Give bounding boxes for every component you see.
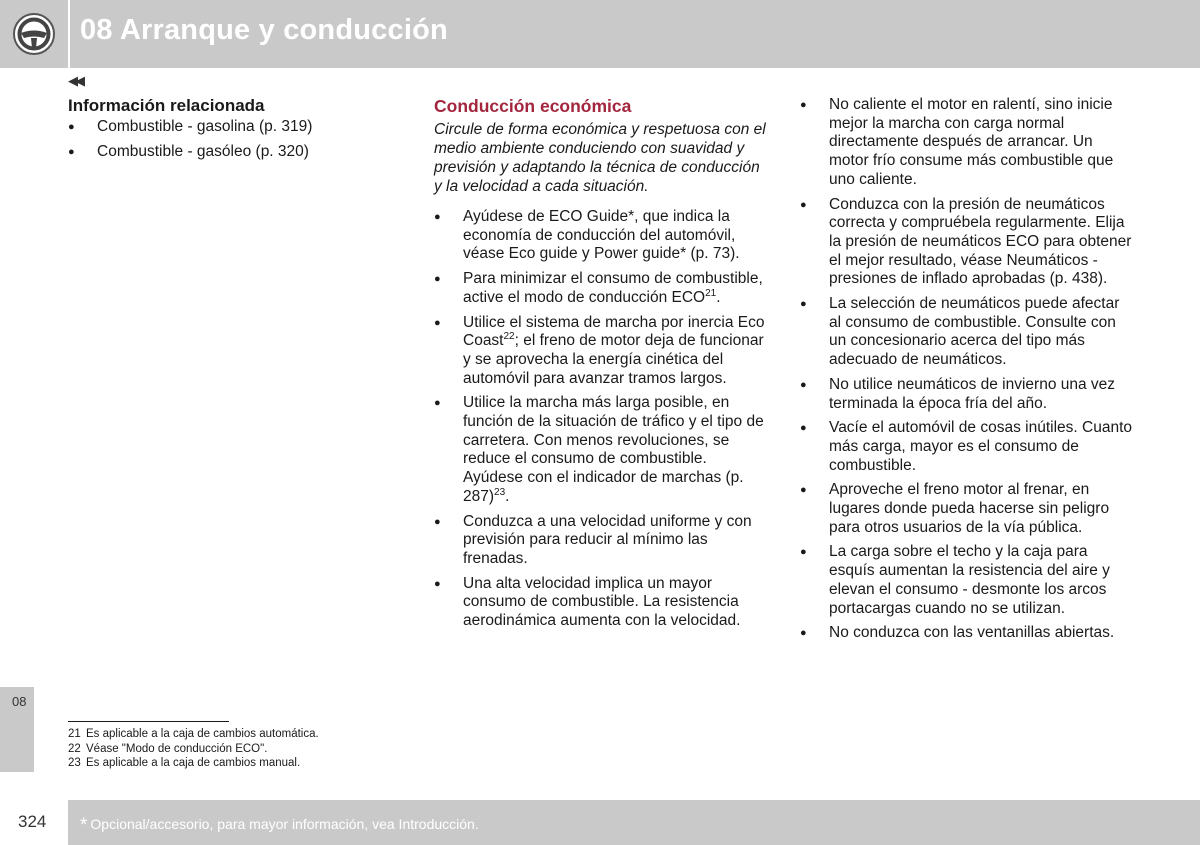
list-item: ● Una alta velocidad implica un mayor consumo de combustible. La resistencia aerodinámica aumenta con la velocidad.	[434, 575, 769, 631]
chapter-tab	[0, 687, 34, 772]
back-nav-link[interactable]: ◀◀	[68, 73, 82, 88]
list-item-text: ; el freno de motor deja de funcionar y se aprovecha la energía cinética del automóvil para avanzar tramos largos.	[463, 332, 764, 387]
list-item: ● No conduzca con las ventanillas abiertas.	[800, 624, 1135, 643]
list-item: ● Vacíe el automóvil de cosas inútiles. Cuanto más carga, mayor es el consumo de combustible.	[800, 419, 1135, 475]
related-info-list	[68, 118, 388, 161]
footnote-text: Es aplicable a la caja de cambios manual.	[86, 757, 301, 769]
footnote-ref[interactable]: 22	[503, 331, 515, 343]
list-item: ● Aproveche el freno motor al frenar, en lugares donde pueda hacerse sin peligro para otros usuarios de la vía pública.	[800, 481, 1135, 537]
list-item: ● La selección de neumáticos puede afectar al consumo de combustible. Consulte con un concesionario acerca del tipo más adecuado de neumáticos.	[800, 295, 1135, 370]
footer-note	[80, 815, 479, 837]
footnote	[68, 742, 319, 757]
footnote-number: 23	[68, 757, 81, 769]
list-item	[434, 314, 769, 389]
related-link[interactable]: ● Combustible - gasolina (p. 319)	[68, 118, 388, 137]
footnotes	[68, 727, 319, 771]
list-item: ● No caliente el motor en ralentí, sino inicie mejor la marcha con carga normal directamente después de arrancar. Un motor frío consume más combustible que uno caliente.	[800, 96, 1135, 190]
list-item-text: Utilice el sistema de marcha por inercia Eco Coast	[463, 313, 765, 350]
list-item-text: Para minimizar el consumo de combustible, active el modo de conducción ECO	[463, 270, 763, 306]
footnote-number: 22	[68, 742, 81, 755]
footnote-ref[interactable]: 21	[705, 287, 717, 299]
page-header	[0, 0, 1200, 68]
list-item: ● Conduzca con la presión de neumáticos correcta y compruébela regularmente. Elija la presión de neumáticos ECO para obtener el mejor resultado, véase Neumáticos - presiones de inflado aprobadas (p. 438).	[800, 196, 1135, 290]
footnote-number: 21	[68, 728, 81, 740]
footnote-text: Véase "Modo de conducción ECO".	[86, 742, 268, 755]
steering-wheel-icon	[0, 0, 68, 68]
asterisk-marker: *	[80, 815, 88, 836]
footnote-text: Es aplicable a la caja de cambios automática.	[86, 728, 319, 740]
footnote-divider	[68, 721, 229, 722]
related-link[interactable]: ● Combustible - gasóleo (p. 320)	[68, 143, 388, 162]
middle-column	[434, 96, 769, 637]
list-item: ● No utilice neumáticos de invierno una vez terminada la época fría del año.	[800, 376, 1135, 413]
list-item: ● La carga sobre el techo y la caja para esquís aumentan la resistencia del aire y elevan el consumo - desmonte los arcos portacargas cuando no se utilizan.	[800, 543, 1135, 618]
right-column	[800, 96, 1135, 649]
list-item-text: Utilice la marcha más larga posible, en función de la situación de tráfico y el tipo de carretera. Con menos revoluciones, se reduce el consumo de combustible. Ayúdese con el indicador de marchas (p. 287)	[463, 394, 764, 505]
period: .	[716, 288, 721, 306]
footnote	[68, 756, 319, 771]
section-intro: Circule de forma económica y respetuosa con el medio ambiente conduciendo con suavidad y previsión y adaptando la técnica de conducción y la velocidad a cada situación.	[434, 121, 766, 195]
list-item: ● Ayúdese de ECO Guide*, que indica la economía de conducción del automóvil, véase Eco guide y Power guide* (p. 73).	[434, 208, 769, 264]
header-icon-box	[0, 0, 68, 68]
period: .	[505, 487, 510, 505]
tips-list	[434, 208, 769, 631]
footnote-ref[interactable]: 23	[494, 486, 506, 498]
page-title: 08 Arranque y conducción	[80, 14, 448, 46]
list-item	[434, 394, 769, 506]
section-heading: Conducción económica	[434, 96, 632, 116]
list-item	[434, 270, 769, 307]
page-number: 324	[18, 812, 47, 831]
tips-list-continued	[800, 96, 1135, 643]
list-item: ● Conduzca a una velocidad uniforme y con previsión para reducir al mínimo las frenadas.	[434, 513, 769, 569]
footnote	[68, 727, 319, 742]
left-column	[68, 96, 388, 167]
header-separator	[68, 0, 70, 68]
chapter-number: 08	[12, 694, 27, 709]
footer-note-text: Opcional/accesorio, para mayor información, vea Introducción.	[90, 816, 479, 832]
related-info-heading: Información relacionada	[68, 96, 265, 115]
